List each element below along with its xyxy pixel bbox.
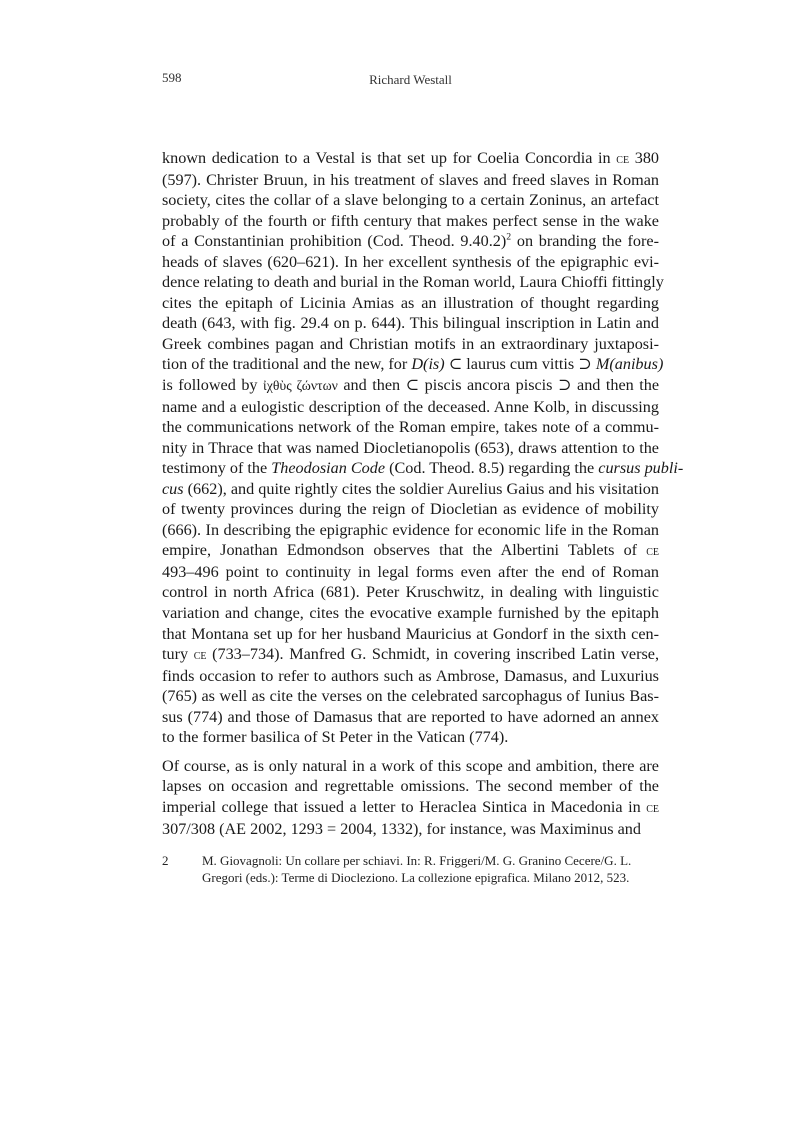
text-line: finds occasion to refer to authors such as Ambrose, Damasus, and Luxurius [162,666,659,685]
greek-text: ἰχθὺς ζώντων [263,378,338,394]
text-line: Greek combines pagan and Christian motifs in an extraordinary juxtaposi- [162,334,659,353]
italic-text: D( [411,355,429,374]
italic-text: is [428,355,440,374]
text-line: sus (774) and those of Damasus that are reported to have adorned an annex [162,707,659,726]
text-line: heads of slaves (620–621). In her excellent synthesis of the epigraphic evi- [162,252,659,271]
text-line: variation and change, cites the evocative example furnished by the epitaph [162,604,659,623]
text-line: death (643, with fig. 29.4 on p. 644). This bilingual inscription in Latin and [162,314,659,333]
small-caps-text: ce [616,151,630,167]
text-line: the communications network of the Roman empire, takes note of a commu- [162,418,659,437]
italic-text: anibus [614,355,658,374]
text-line: (597). Christer Bruun, in his treatment of slaves and freed slaves in Roman [162,170,659,189]
text-line: nity in Thrace that was named Diocletianopolis (653), draws attention to the [162,438,659,457]
running-head: Richard Westall [369,72,452,87]
text-line: to the former basilica of St Peter in the Vatican (774). [162,728,509,747]
text-line: 493–496 point to continuity in legal forms even after the end of Roman [162,562,659,581]
text-line: Of course, as is only natural in a work of this scope and ambition, there are [162,756,659,775]
text-line: imperial college that issued a letter to Heraclea Sintica in Macedonia in ce [162,797,659,816]
italic-text: cursus publi- [598,459,684,478]
paragraph [162,148,684,748]
text-line: 307/308 (AE 2002, 1293 = 2004, 1332), for instance, was Maximinus and [162,819,641,838]
paragraph [162,756,659,839]
text-line: cus (662), and quite rightly cites the soldier Aurelius Gaius and his visitation [162,479,659,498]
text-line: cites the epitaph of Licinia Amias as an illustration of thought regarding [162,293,659,312]
small-caps-text: ce [193,647,207,664]
footnote [162,852,659,886]
text-line: (666). In describing the epigraphic evidence for economic life in the Roman [162,520,659,539]
text-line: known dedication to a Vestal is that set up for Coelia Concordia in ce 380 [162,149,660,167]
footnote-number: 2 [162,853,169,868]
page-header [162,70,659,90]
text-line: tury ce (733–734). Manfred G. Schmidt, in covering inscribed Latin verse, [162,645,659,664]
italic-text: cus [162,479,184,498]
italic-text: Theodosian Code [271,459,386,478]
body-text [162,148,684,839]
text-line: is followed by ἰχθὺς ζώντων and then ⊂ piscis ancora piscis ⊃ and then the [162,376,660,395]
text-line: of twenty provinces during the reign of Diocletian as evidence of mobility [162,500,659,519]
text-line: probably of the fourth or fifth century that makes perfect sense in the wake [162,211,659,230]
text-line: tion of the traditional and the new, for D(is) ⊂ laurus cum vittis ⊃ M(anibus) [162,355,664,374]
text-line: lapses on occasion and regrettable omissions. The second member of the [162,777,659,796]
small-caps-text: ce [646,799,659,816]
text-line: empire, Jonathan Edmondson observes that the Albertini Tablets of ce [162,541,659,560]
text-line: society, cites the collar of a slave belonging to a certain Zoninus, an artefact [162,191,659,210]
text-line: control in north Africa (681). Peter Kruschwitz, in dealing with linguistic [162,583,659,602]
text-line: of a Constantinian prohibition (Cod. Theod. 9.40.2)$^2$ on branding the fore- [162,231,659,251]
small-caps-text: ce [646,543,659,560]
text-line: that Montana set up for her husband Mauricius at Gondorf in the sixth cen- [162,624,659,643]
footnote-text: M. Giovagnoli: Un collare per schiavi. In: R. Friggeri/M. G. Granino Cecere/G. L. Gregori (eds.): Terme di Diocleziono. La collezione epigrafica. Milano 2012, 523. [202,853,632,885]
text-line: testimony of the Theodosian Code (Cod. Theod. 8.5) regarding the cursus publi- [162,459,684,478]
text-line: dence relating to death and burial in the Roman world, Laura Chioffi fittingly [162,273,664,292]
italic-text: ) [657,355,664,374]
text-line: (765) as well as cite the verses on the celebrated sarcophagus of Iunius Bas- [162,687,659,706]
text-line: name and a eulogistic description of the deceased. Anne Kolb, in discussing [162,397,659,416]
italic-text: ) [439,355,445,374]
page-number: 598 [162,70,182,85]
footnote-ref[interactable]: 2 [506,231,512,243]
italic-text: M( [595,355,615,374]
